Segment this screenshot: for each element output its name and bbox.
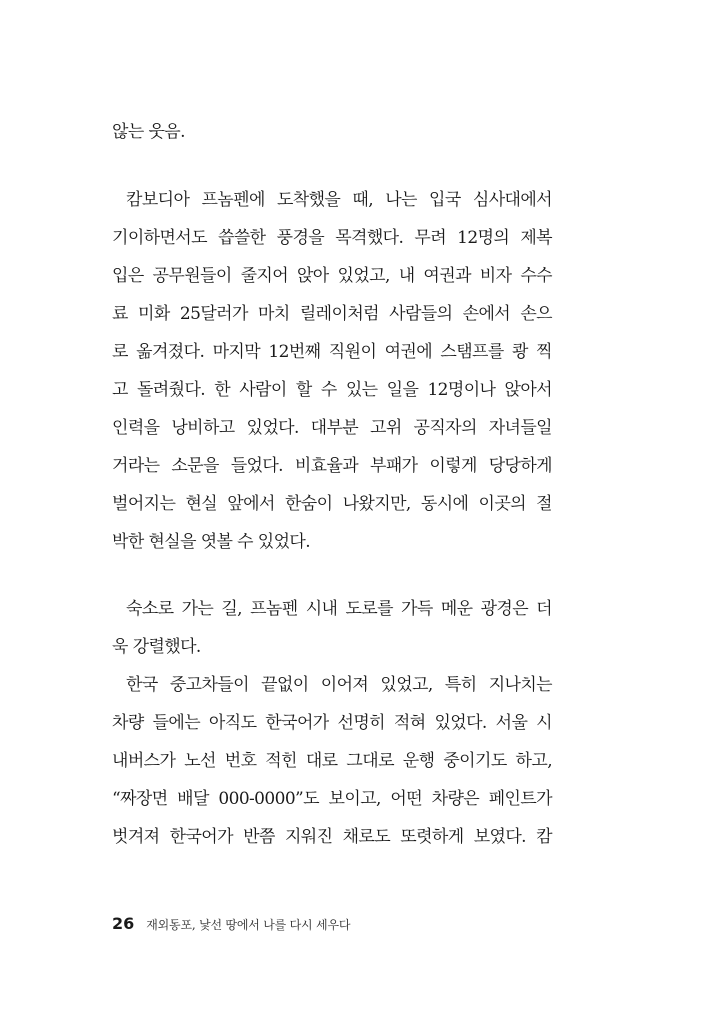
text-line: 거라는 소문을 들었다. 비효율과 부패가 이렇게 당당하게 [112,456,552,476]
text-line: 않는 웃음. [112,122,185,142]
text-line: 차량 들에는 아직도 한국어가 선명히 적혀 있었다. 서울 시 [112,713,552,733]
text-line: 인력을 낭비하고 있었다. 대부분 고위 공직자의 자녀들일 [112,418,552,438]
text-line: 벗겨져 한국어가 반쯤 지워진 채로도 또렷하게 보였다. 캄 [112,827,552,847]
text-line: 입은 공무원들이 줄지어 앉아 있었고, 내 여권과 비자 수수 [112,266,552,286]
text-line: 캄보디아 프놈펜에 도착했을 때, 나는 입국 심사대에서 [126,190,552,210]
text-line: 박한 현실을 엿볼 수 있었다. [112,532,311,552]
text-line: 한국 중고차들이 끝없이 이어져 있었고, 특히 지나치는 [126,675,552,695]
text-line: 벌어지는 현실 앞에서 한숨이 나왔지만, 동시에 이곳의 절 [112,494,552,514]
text-line: 기이하면서도 씁쓸한 풍경을 목격했다. 무려 12명의 제복 [112,228,552,248]
page-number: 26 [112,914,135,933]
page-footer [112,914,350,938]
text-line: “짜장면 배달 000-0000”도 보이고, 어떤 차량은 페인트가 [112,789,552,809]
running-title: 재외동포, 낯선 땅에서 나를 다시 세우다 [146,918,351,932]
text-line: 료 미화 25달러가 마치 릴레이처럼 사람들의 손에서 손으 [112,304,552,324]
text-line: 로 옮겨졌다. 마지막 12번째 직원이 여권에 스탬프를 쾅 찍 [112,342,552,362]
text-line: 고 돌려줬다. 한 사람이 할 수 있는 일을 12명이나 앉아서 [112,380,552,400]
text-line: 숙소로 가는 길, 프놈펜 시내 도로를 가득 메운 광경은 더 [126,599,552,619]
text-line: 내버스가 노선 번호 적힌 대로 그대로 운행 중이기도 하고, [112,751,552,771]
text-line: 욱 강렬했다. [112,637,201,657]
